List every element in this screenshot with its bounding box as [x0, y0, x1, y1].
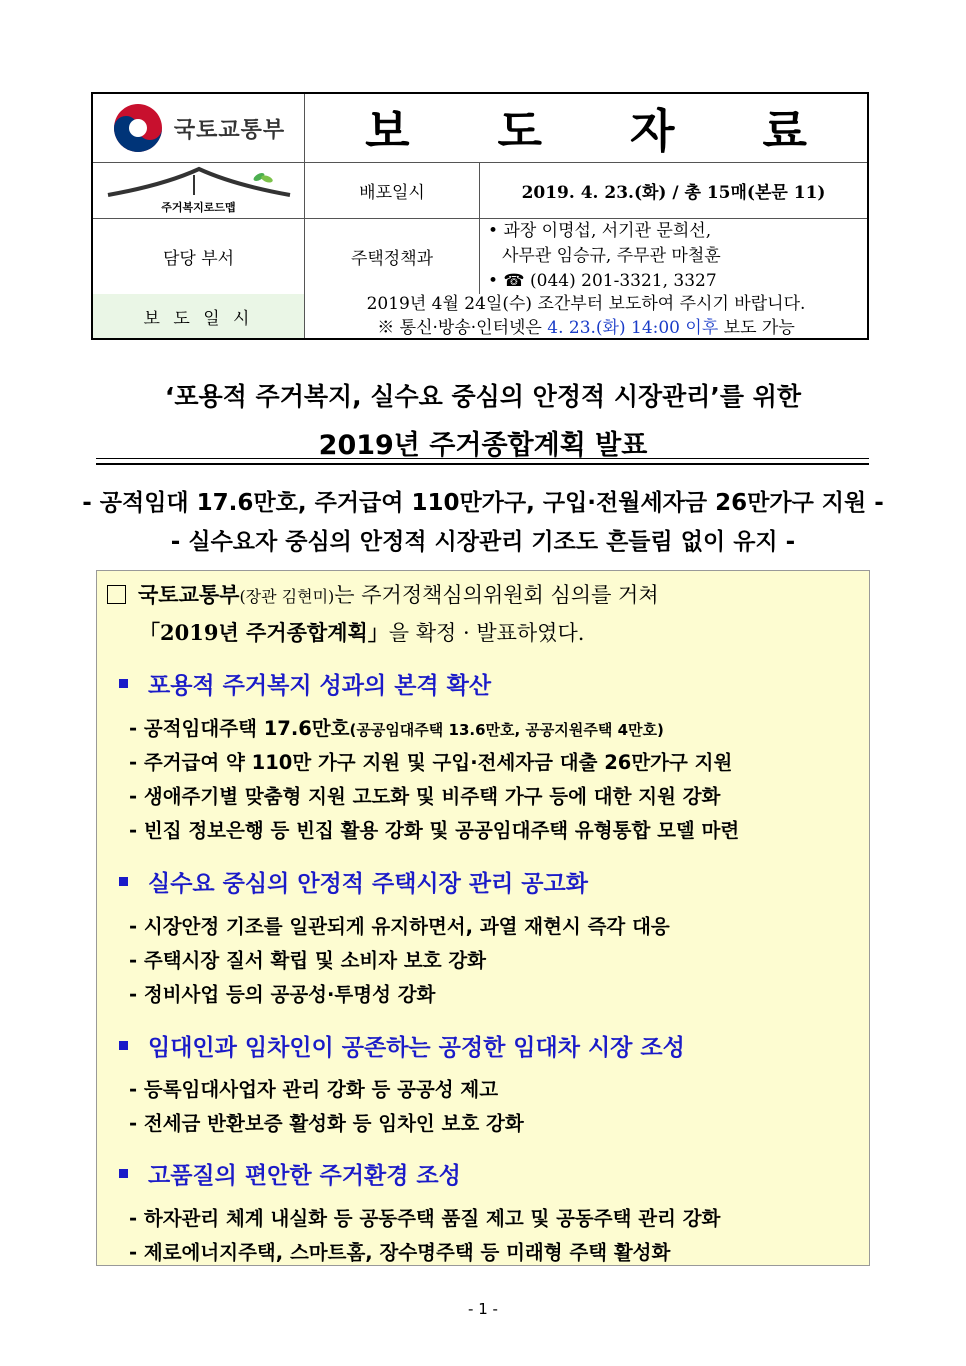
subheadline-2: - 실수요자 중심의 안정적 시장관리 기조도 흔들림 없이 유지 -	[170, 529, 796, 555]
doc-type-cell	[305, 94, 867, 162]
contact-line-1: • 과장 이명섭, 서기관 문희선,	[488, 220, 712, 241]
release-line-2	[377, 316, 795, 340]
list-item: - 생애주기별 맞춤형 지원 고도화 및 비주택 가구 등에 대한 지원 강화	[129, 785, 721, 808]
page-number: - 1 -	[468, 1300, 498, 1318]
roof-logo-icon	[104, 165, 294, 199]
header-row-release	[93, 294, 867, 338]
checkbox-icon	[107, 585, 126, 604]
intro-plan-title: 「2019년 주거종합계획」	[139, 620, 389, 645]
release-line-2-post: 보도 가능	[718, 318, 795, 338]
contact-line-2: 사무관 임승규, 주무관 마철훈	[502, 245, 721, 266]
summary-box	[96, 570, 870, 1266]
dept-name: 주택정책과	[305, 218, 480, 294]
press-header-table	[91, 92, 869, 340]
release-time-highlight: 4. 23.(화) 14:00 이후	[547, 318, 719, 338]
section-title: 포용적 주거복지 성과의 본격 확산	[119, 667, 491, 700]
list-item: - 빈집 정보은행 등 빈집 활용 강화 및 공공임대주택 유형통합 모델 마련	[129, 819, 740, 842]
header-row-title	[93, 94, 867, 163]
list-item: - 주거급여 약 110만 가구 지원 및 구입·전세자금 대출 26만가구 지원	[129, 751, 733, 774]
release-line-1: 2019년 4월 24일(수) 조간부터 보도하여 주시기 바랍니다.	[366, 294, 806, 314]
square-bullet-icon	[119, 877, 128, 886]
intro-paragraph	[107, 577, 659, 651]
ministry-logo-text: 국토교통부	[173, 117, 286, 143]
square-bullet-icon	[119, 1041, 128, 1050]
square-bullet-icon	[119, 679, 128, 688]
list-item: - 전세금 반환보증 활성화 등 임차인 보호 강화	[129, 1112, 524, 1135]
release-info	[305, 294, 867, 338]
doc-type-title: 보 도 자 료	[365, 104, 843, 158]
taegeuk-icon	[112, 102, 164, 154]
ministry-logo	[93, 94, 305, 162]
headline-line-1: ‘포용적 주거복지, 실수요 중심의 안정적 시장관리’를 위한	[164, 382, 802, 411]
double-rule-divider	[96, 458, 869, 465]
roadmap-logo	[93, 162, 305, 218]
intro-rest: 는 주거정책심의위원회 심의를 거쳐	[334, 583, 659, 607]
list-item: - 하자관리 체계 내실화 등 공동주택 품질 제고 및 공동주택 관리 강화	[129, 1207, 721, 1230]
header-row-dept	[93, 218, 867, 295]
release-label: 보 도 일 시	[93, 294, 305, 338]
release-line-2-pre: ※ 통신·방송·인터넷은	[377, 318, 548, 338]
square-bullet-icon	[119, 1169, 128, 1178]
contact-cell	[480, 218, 867, 294]
distribution-value: 2019. 4. 23.(화) / 총 15매(본문 11)	[521, 182, 826, 203]
section-title: 임대인과 임차인이 공존하는 공정한 임대차 시장 조성	[119, 1029, 685, 1062]
intro-line2-rest: 을 확정 · 발표하였다.	[388, 621, 585, 645]
distribution-label: 배포일시	[305, 162, 480, 218]
section-title: 고품질의 편안한 주거환경 조성	[119, 1157, 461, 1190]
intro-paren: (장관 김현미)	[239, 587, 335, 606]
headline-line-2: 2019년 주거종합계획 발표	[318, 430, 648, 461]
list-item: - 제로에너지주택, 스마트홈, 장수명주택 등 미래형 주택 활성화	[129, 1241, 671, 1264]
contact-line-3: • ☎ (044) 201-3321, 3327	[488, 270, 717, 291]
section-title: 실수요 중심의 안정적 주택시장 관리 공고화	[119, 865, 588, 898]
intro-lead: 국토교통부	[138, 582, 240, 607]
dept-label: 담당 부서	[93, 218, 305, 294]
list-item: - 정비사업 등의 공공성·투명성 강화	[129, 983, 436, 1006]
item-note: (공공임대주택 13.6만호, 공공지원주택 4만호)	[349, 721, 664, 739]
subheadline-1: - 공적임대 17.6만호, 주거급여 110만가구, 구입·전월세자금 26만가구 지원 -	[82, 490, 884, 516]
header-row-distribution	[93, 162, 867, 219]
list-item: - 공적임대주택 17.6만호(공공임대주택 13.6만호, 공공지원주택 4만호)	[129, 717, 664, 740]
list-item: - 주택시장 질서 확립 및 소비자 보호 강화	[129, 949, 487, 972]
roadmap-logo-text: 주거복지로드맵	[161, 201, 236, 214]
list-item: - 시장안정 기조를 일관되게 유지하면서, 과열 재현시 즉각 대응	[129, 915, 670, 938]
list-item: - 등록임대사업자 관리 강화 등 공공성 제고	[129, 1078, 499, 1101]
